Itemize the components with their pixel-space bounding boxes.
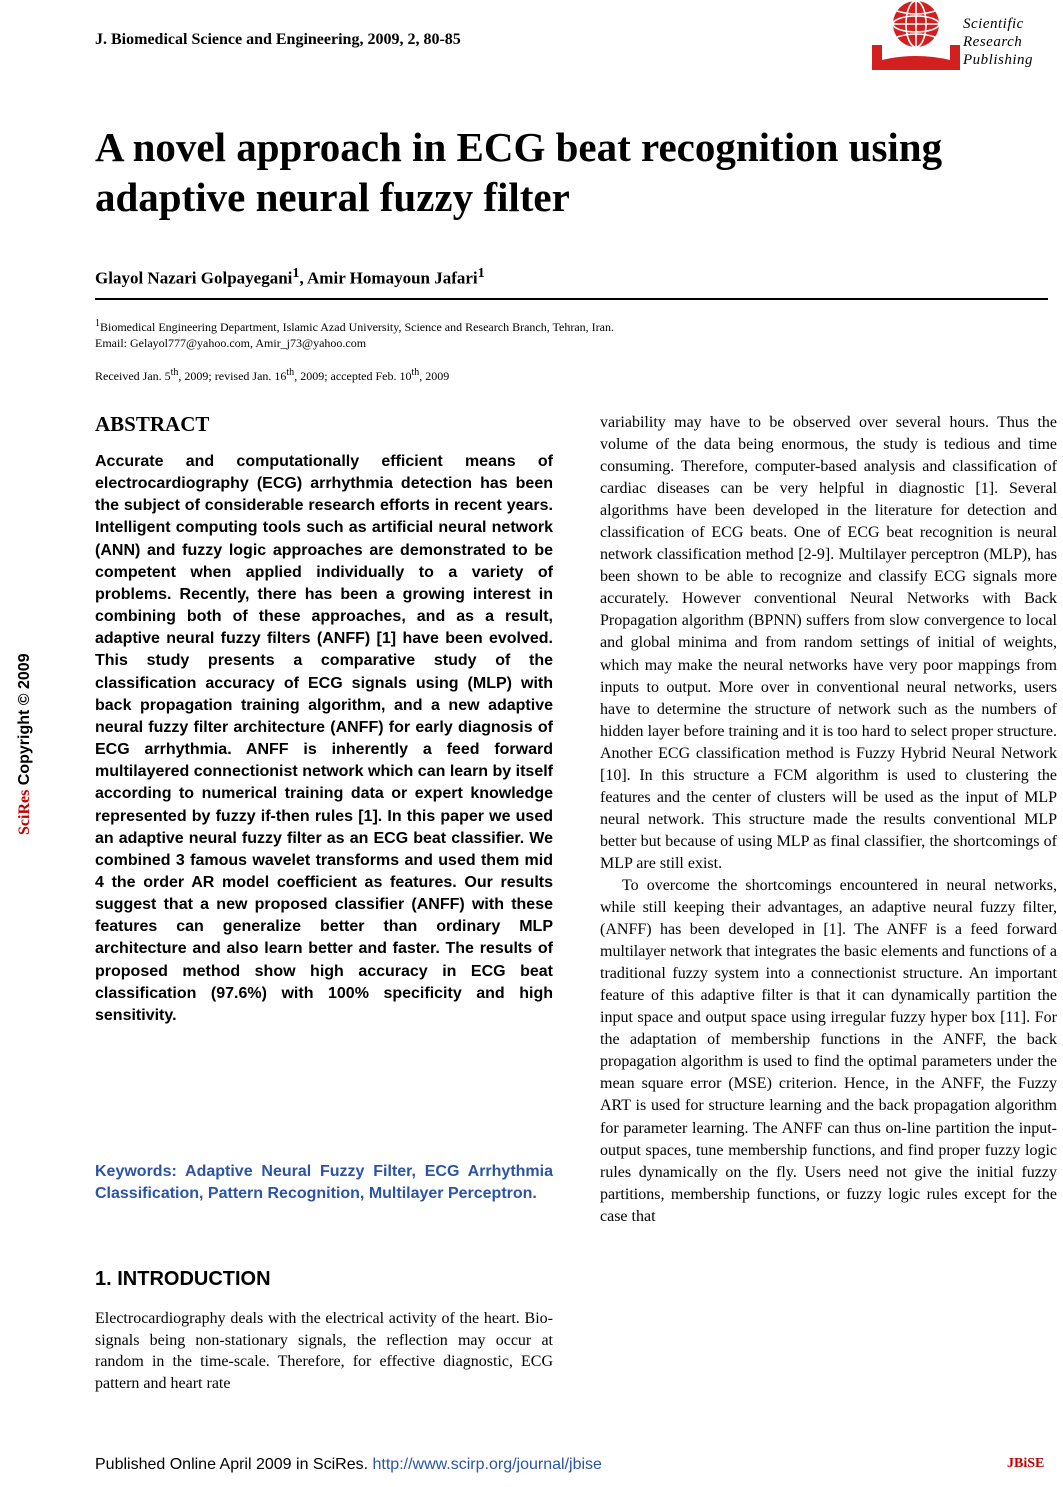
date-text: Received Jan. 5 xyxy=(95,369,171,383)
author-list xyxy=(95,265,485,289)
affiliation-marker: 1 xyxy=(95,318,100,329)
affiliation-marker: 1 xyxy=(477,265,485,281)
paper-title: A novel approach in ECG beat recognition using adaptive neural fuzzy filter xyxy=(95,124,943,220)
right-column xyxy=(600,412,1057,1228)
affiliation-line xyxy=(95,316,614,335)
footer-publication xyxy=(95,1456,602,1474)
paragraph: To overcome the shortcomings encountered in neural networks, while still keeping their advantages, an adaptive neural fuzzy filter, (ANFF) has been developed in [1]. The ANFF is a feed forward multilayer network that integrates the basic elements and functions of a traditional fuzzy system into a connectionist structure. An important feature of this adaptive filter is that it can dynamically partition the input space and output space using irregular fuzzy hyper box [11]. For the adaptation of membership functions in the ANFF, the back propagation algorithm is used to find the optimal parameters under the mean square error (MSE) criterion. Hence, in the ANFF, the Fuzzy ART is used for structure learning and the back propagation algorithm for parameter learning. The ANFF can thus on-line partition the input-output spaces, tune membership functions, and find proper fuzzy logic rules dynamically on the fly. Users need not give the initial fuzzy partitions, membership functions, or fuzzy logic rules except for the case that xyxy=(600,876,1057,1225)
journal-url-link[interactable]: http://www.scirp.org/journal/jbise xyxy=(372,1456,602,1473)
footer-text: Published Online April 2009 in SciRes. xyxy=(95,1456,373,1473)
affiliation-block xyxy=(95,316,614,351)
abstract-body: Accurate and computationally efficient means of electrocardiography (ECG) arrhythmia detection has been the subject of considerable research efforts in recent years. Intelligent computing tools such as artificial neural network (ANN) and fuzzy logic approaches are demonstrated to be competent when applied individually to a variety of problems. Recently, there has been a growing interest in combining both of these approaches, and as a result, adaptive neural fuzzy filters (ANFF) [1] have been evolved. This study presents a comparative study of the classification accuracy of ECG signals using (MLP) with back propagation training algorithm, and a new adaptive neural fuzzy filter architecture (ANFF) for early diagnosis of ECG arrhythmia. ANFF is inherently a feed forward multilayered connectionist network which can learn by itself according to numerical training data or expert knowledge represented by fuzzy if-then rules [1]. In this paper we used an adaptive neural fuzzy filter as an ECG beat classifier. We combined 3 famous wavelet transforms and used them mid 4 the order AR model coefficient as features. Our results suggest that a new proposed classifier (ANFF) with these features can generalize better than ordinary MLP architecture and also learn better and faster. The results of proposed method show high accuracy in ECG beat classification (97.6%) with 100% specificity and high sensitivity. xyxy=(95,453,553,1024)
publisher-logo-text xyxy=(963,15,1033,69)
keywords-label: Keywords: xyxy=(95,1163,177,1180)
date-text: , 2009 xyxy=(419,369,450,383)
author-separator: , xyxy=(299,268,308,288)
section-heading-introduction: 1. INTRODUCTION xyxy=(95,1268,271,1290)
abstract-heading: ABSTRACT xyxy=(95,412,210,436)
logo-line: Scientific xyxy=(963,16,1024,32)
affiliation-text: Biomedical Engineering Department, Islamic Azad University, Science and Research Branch, Tehran, Iran. xyxy=(100,320,614,334)
side-copyright xyxy=(16,653,34,835)
logo-line: Publishing xyxy=(963,52,1034,68)
author-name: Glayol Nazari Golpayegani xyxy=(95,268,293,288)
globe-book-icon xyxy=(870,0,965,72)
ordinal-suffix: th xyxy=(286,367,295,378)
affiliation-marker: 1 xyxy=(292,265,300,281)
introduction-body: Electrocardiography deals with the electrical activity of the heart. Bio-signals being non-stationary signals, the reflection may occur at random in the time-scale. Therefore, for effective diagnostic, ECG pattern and heart rate xyxy=(95,1310,553,1392)
ordinal-suffix: th xyxy=(411,367,420,378)
keywords xyxy=(95,1161,553,1205)
copyright-text: Copyright © 2009 xyxy=(16,653,33,790)
author-name: Amir Homayoun Jafari xyxy=(307,268,478,288)
keywords-text: Adaptive Neural Fuzzy Filter, ECG Arrhythmia Classification, Pattern Recognition, Multilayer Perceptron. xyxy=(95,1163,553,1203)
ordinal-suffix: th xyxy=(170,367,179,378)
footer-journal-abbrev: JBiSE xyxy=(1007,1456,1045,1471)
date-text: , 2009; accepted Feb. 10 xyxy=(294,369,412,383)
logo-line: Research xyxy=(963,34,1023,50)
date-text: , 2009; revised Jan. 16 xyxy=(178,369,287,383)
paragraph: variability may have to be observed over several hours. Thus the volume of the data being enormous, the study is tedious and time consuming. Therefore, computer-based analysis and classification of cardiac diseases can be very helpful in diagnostic [1]. Several algorithms have been developed in the literature for detection and classification of ECG beats. One of ECG beat recognition is neural network classification method [2-9]. Multilayer perceptron (MLP), has been shown to be able to recognize and classify ECG signals more accurately. However conventional Neural Networks with Back Propagation algorithm (BPNN) suffers from slow convergence to local and global minima and from random settings of initial of weights, which may make the neural networks have very poor mappings from inputs to output. More over in conventional neural networks, users have to determine the structure of network such as the numbers of hidden layer before training and it is too hard to select proper structure. Another ECG classification method is Fuzzy Hybrid Neural Network [10]. In this structure a FCM algorithm is used to clustering the features and the center of clusters will be used as the input of MLP neural network. This structure made the results conventional MLP better but because of using MLP as final classifier, the shortcomings of MLP are still exist. xyxy=(600,414,1057,872)
sires-brand: SciRes xyxy=(16,789,33,835)
email-line: Email: Gelayol777@yahoo.com, Amir_j73@yahoo.com xyxy=(95,336,367,350)
header-rule xyxy=(95,298,1048,300)
journal-reference: J. Biomedical Science and Engineering, 2009, 2, 80-85 xyxy=(95,31,461,48)
received-dates xyxy=(95,367,449,384)
